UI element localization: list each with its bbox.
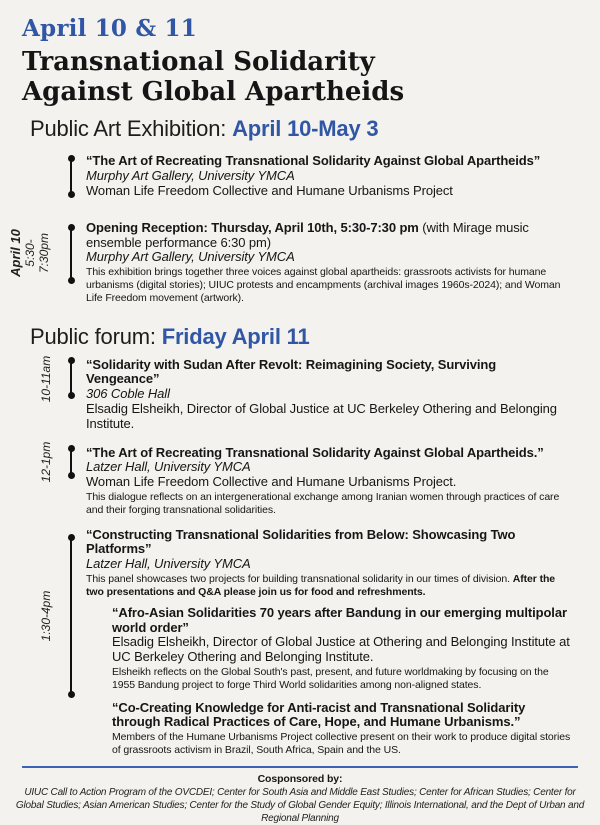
poster-title bbox=[22, 47, 578, 107]
event-title bbox=[86, 221, 572, 251]
time-label-end: 7:30pm bbox=[37, 232, 51, 273]
footer-divider bbox=[22, 766, 578, 768]
event-time-label: 1:30-4pm bbox=[39, 590, 53, 642]
forum-heading-dates: Friday April 11 bbox=[161, 323, 310, 349]
event-time-label: 10-11am bbox=[39, 355, 53, 402]
forum-event-sudan bbox=[0, 355, 600, 432]
exhibition-heading-label: Public Art Exhibition: bbox=[30, 116, 233, 142]
sub-event-bandung bbox=[86, 606, 572, 692]
sub-event-description: Members of the Humane Urbanisms Project collective present on their work to produce digital stories of grassroots activism in Brazil, South Africa, Spain and the US. bbox=[112, 731, 571, 756]
sub-event-title: “Afro-Asian Solidarities 70 years after Bandung in our emerging multipolar world order” bbox=[112, 604, 567, 635]
poster-header bbox=[0, 0, 600, 107]
time-label-start: 5:30- bbox=[23, 239, 37, 267]
event-presenters: Woman Life Freedom Collective and Humane Urbanisms Project. bbox=[86, 474, 457, 490]
forum-event-art-dialogue bbox=[0, 441, 600, 517]
poster-title-line1: Transnational Solidarity bbox=[22, 47, 375, 77]
timeline-segment bbox=[70, 158, 72, 195]
sub-event-description: Elsheikh reflects on the Global South's past, present, and future worldmaking by focusing on the 1955 Bandung project to forge Third World solidarities among non-aligned states. bbox=[112, 665, 549, 691]
poster-footer bbox=[0, 766, 600, 825]
event-venue: Murphy Art Gallery, University YMCA bbox=[86, 168, 295, 184]
event-venue: Latzer Hall, University YMCA bbox=[86, 459, 251, 475]
poster-title-line2: Against Global Apartheids bbox=[22, 77, 405, 108]
forum-heading-label: Public forum: bbox=[30, 323, 162, 349]
sub-event-title: “Co-Creating Knowledge for Anti-racist and Transnational Solidarity through Radical Practices of Care, Hope, and Humane Urbanisms.” bbox=[112, 699, 526, 730]
sub-event-presenters: Elsadig Elsheikh, Director of Global Justice at Othering and Belonging Institute at UC Berkeley Othering and Belonging Institute. bbox=[112, 634, 570, 665]
event-title-bold: Opening Reception: Thursday, April 10th, 5:30-7:30 pm bbox=[86, 219, 419, 235]
timeline-segment bbox=[70, 448, 72, 476]
event-venue: Murphy Art Gallery, University YMCA bbox=[86, 249, 295, 265]
event-description-text: This panel showcases two projects for building transnational solidarity in our times of division. bbox=[86, 573, 513, 586]
event-venue: 306 Coble Hall bbox=[86, 386, 170, 402]
event-description: This dialogue reflects on an intergenerational exchange among Iranian women through practices of care and their forging transnational solidarities. bbox=[86, 491, 560, 516]
event-title: “Solidarity with Sudan After Revolt: Reimagining Society, Surviving Vengeance” bbox=[86, 356, 497, 387]
forum-heading bbox=[30, 324, 600, 350]
forum-event-platforms bbox=[0, 528, 600, 757]
cosponsored-heading: Cosponsored by: bbox=[257, 772, 343, 785]
timeline-segment bbox=[70, 227, 72, 281]
event-description-bold: After the two presentations and Q&A please join us for food and refreshments. bbox=[86, 573, 556, 598]
event-title: “The Art of Recreating Transnational Solidarity Against Global Apartheids” bbox=[86, 153, 541, 169]
time-label-date: April 10 bbox=[8, 228, 23, 277]
exhibition-event-reception bbox=[0, 221, 600, 305]
event-presenters: Woman Life Freedom Collective and Humane Urbanisms Project bbox=[86, 182, 453, 198]
event-description: This exhibition brings together three voices against global apartheids: grassroots activists for humane urbanisms (digital stories); UIUC protests and encampments (archival images 1960s-2024); and Woman Life Freedom movement (artwork). bbox=[86, 266, 561, 304]
event-title: “Constructing Transnational Solidarities from Below: Showcasing Two Platforms” bbox=[86, 526, 516, 557]
sponsors-list: UIUC Call to Action Program of the OVCDEI; Center for South Asia and Middle East Studies; Center for African Studies; Center for Global Studies; Asian American Studies; Center for the Study of Global Gender Equity; Illinois International, and the Dept of Urban and Regional Planning bbox=[15, 786, 585, 824]
poster-dates: April 10 & 11 bbox=[22, 15, 197, 42]
event-venue: Latzer Hall, University YMCA bbox=[86, 556, 251, 572]
exhibition-heading-dates: April 10-May 3 bbox=[232, 116, 379, 142]
event-presenters: Elsadig Elsheikh, Director of Global Justice at UC Berkeley Othering and Belonging Institute. bbox=[86, 401, 557, 431]
exhibition-heading bbox=[30, 116, 600, 142]
event-description bbox=[86, 573, 572, 599]
event-title-rest: (with Mirage music ensemble performance 6:30 pm) bbox=[86, 219, 529, 250]
timeline-segment bbox=[70, 537, 72, 695]
event-time-label: 12-1pm bbox=[39, 441, 53, 482]
timeline-segment bbox=[70, 360, 72, 396]
sub-event-cocreating bbox=[86, 701, 572, 757]
exhibition-event-art bbox=[0, 154, 600, 198]
event-title: “The Art of Recreating Transnational Solidarity Against Global Apartheids.” bbox=[86, 444, 544, 460]
event-time-label bbox=[8, 218, 52, 288]
